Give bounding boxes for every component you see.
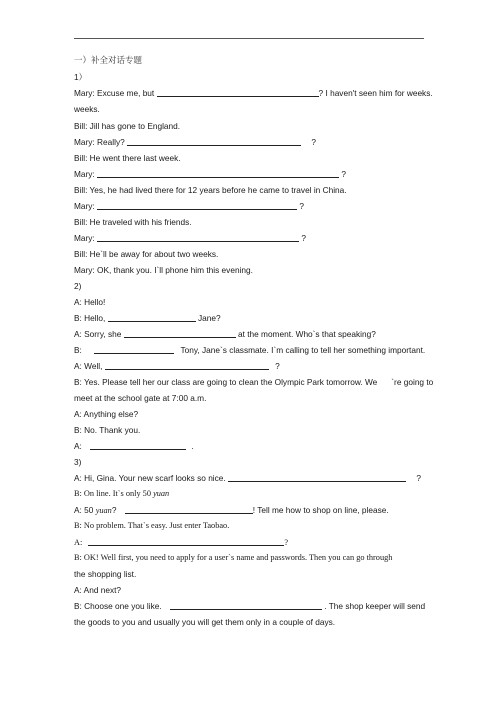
dialogue-line: A: ? [74, 538, 289, 547]
header-rule [74, 38, 424, 39]
dialogue-line: Bill: He`ll be away for about two weeks. [74, 249, 219, 259]
dialogue-line: B: On line. It`s only 50 yuan [74, 489, 170, 498]
dialogue-line: Mary: Excuse me, but ? I haven't seen him for weeks. [74, 88, 433, 98]
dialogue-line: A: . [74, 441, 194, 451]
dialogue-line: Mary: Really? ? [74, 137, 316, 147]
dialogue-line: B: No problem. That`s easy. Just enter Taobao. [74, 521, 230, 530]
dialogue-line: A: Anything else? [74, 409, 139, 419]
dialogue-line: A: Well, ? [74, 361, 280, 371]
answer-blank[interactable] [157, 88, 319, 97]
answer-blank[interactable] [88, 537, 284, 546]
dialogue-line: the shopping list. [74, 569, 137, 579]
dialogue-line: A: And next? [74, 585, 122, 595]
dialogue-line: B: Choose one you like. . The shop keeper will send [74, 601, 426, 611]
section-title: 一）补全对话专题 [74, 55, 143, 65]
answer-blank[interactable] [228, 473, 406, 482]
answer-blank[interactable] [97, 169, 339, 178]
dialogue-line: A: Hello! [74, 297, 106, 307]
dialogue-line: Bill: Yes, he had lived there for 12 years before he came to travel in China. [74, 185, 347, 195]
answer-blank[interactable] [105, 361, 269, 370]
part1-number: 1） [74, 72, 87, 82]
dialogue-line: B: No. Thank you. [74, 425, 141, 435]
answer-blank[interactable] [97, 201, 297, 210]
dialogue-line: Mary: ? [74, 233, 306, 243]
part3-number: 3) [74, 457, 82, 467]
answer-blank[interactable] [94, 345, 174, 354]
dialogue-line: Bill: He went there last week. [74, 153, 181, 163]
dialogue-line: A: Sorry, she at the moment. Who`s that speaking? [74, 329, 376, 339]
dialogue-line: meet at the school gate at 7:00 a.m. [74, 393, 207, 403]
part2-number: 2) [74, 281, 82, 291]
dialogue-line: B: Tony, Jane`s classmate. I`m calling to tell her something important. [74, 345, 426, 355]
answer-blank[interactable] [170, 601, 322, 610]
answer-blank[interactable] [108, 313, 196, 322]
answer-blank[interactable] [97, 233, 299, 242]
dialogue-line: A: Hi, Gina. Your new scarf looks so nice. ? [74, 473, 421, 483]
answer-blank[interactable] [127, 137, 301, 146]
answer-blank[interactable] [125, 505, 253, 514]
dialogue-line: B: Hello, Jane? [74, 313, 221, 323]
dialogue-line: Bill: Jill has gone to England. [74, 121, 181, 131]
dialogue-line: Mary: ? [74, 169, 346, 179]
dialogue-line: the goods to you and usually you will get them only in a couple of days. [74, 617, 336, 627]
answer-blank[interactable] [124, 329, 236, 338]
dialogue-line: A: 50 yuan? ! Tell me how to shop on line, please. [74, 505, 389, 515]
dialogue-line: Mary: ? [74, 201, 304, 211]
dialogue-line: B: Yes. Please tell her our class are going to clean the Olympic Park tomorrow. We `re going to [74, 377, 434, 387]
answer-blank[interactable] [90, 441, 186, 450]
dialogue-line: B: OK! Well first, you need to apply for a user`s name and passwords. Then you can go through [74, 553, 393, 562]
dialogue-line: weeks. [74, 104, 100, 114]
dialogue-line: Mary: OK, thank you. I`ll phone him this evening. [74, 265, 253, 275]
dialogue-line: Bill: He traveled with his friends. [74, 217, 192, 227]
